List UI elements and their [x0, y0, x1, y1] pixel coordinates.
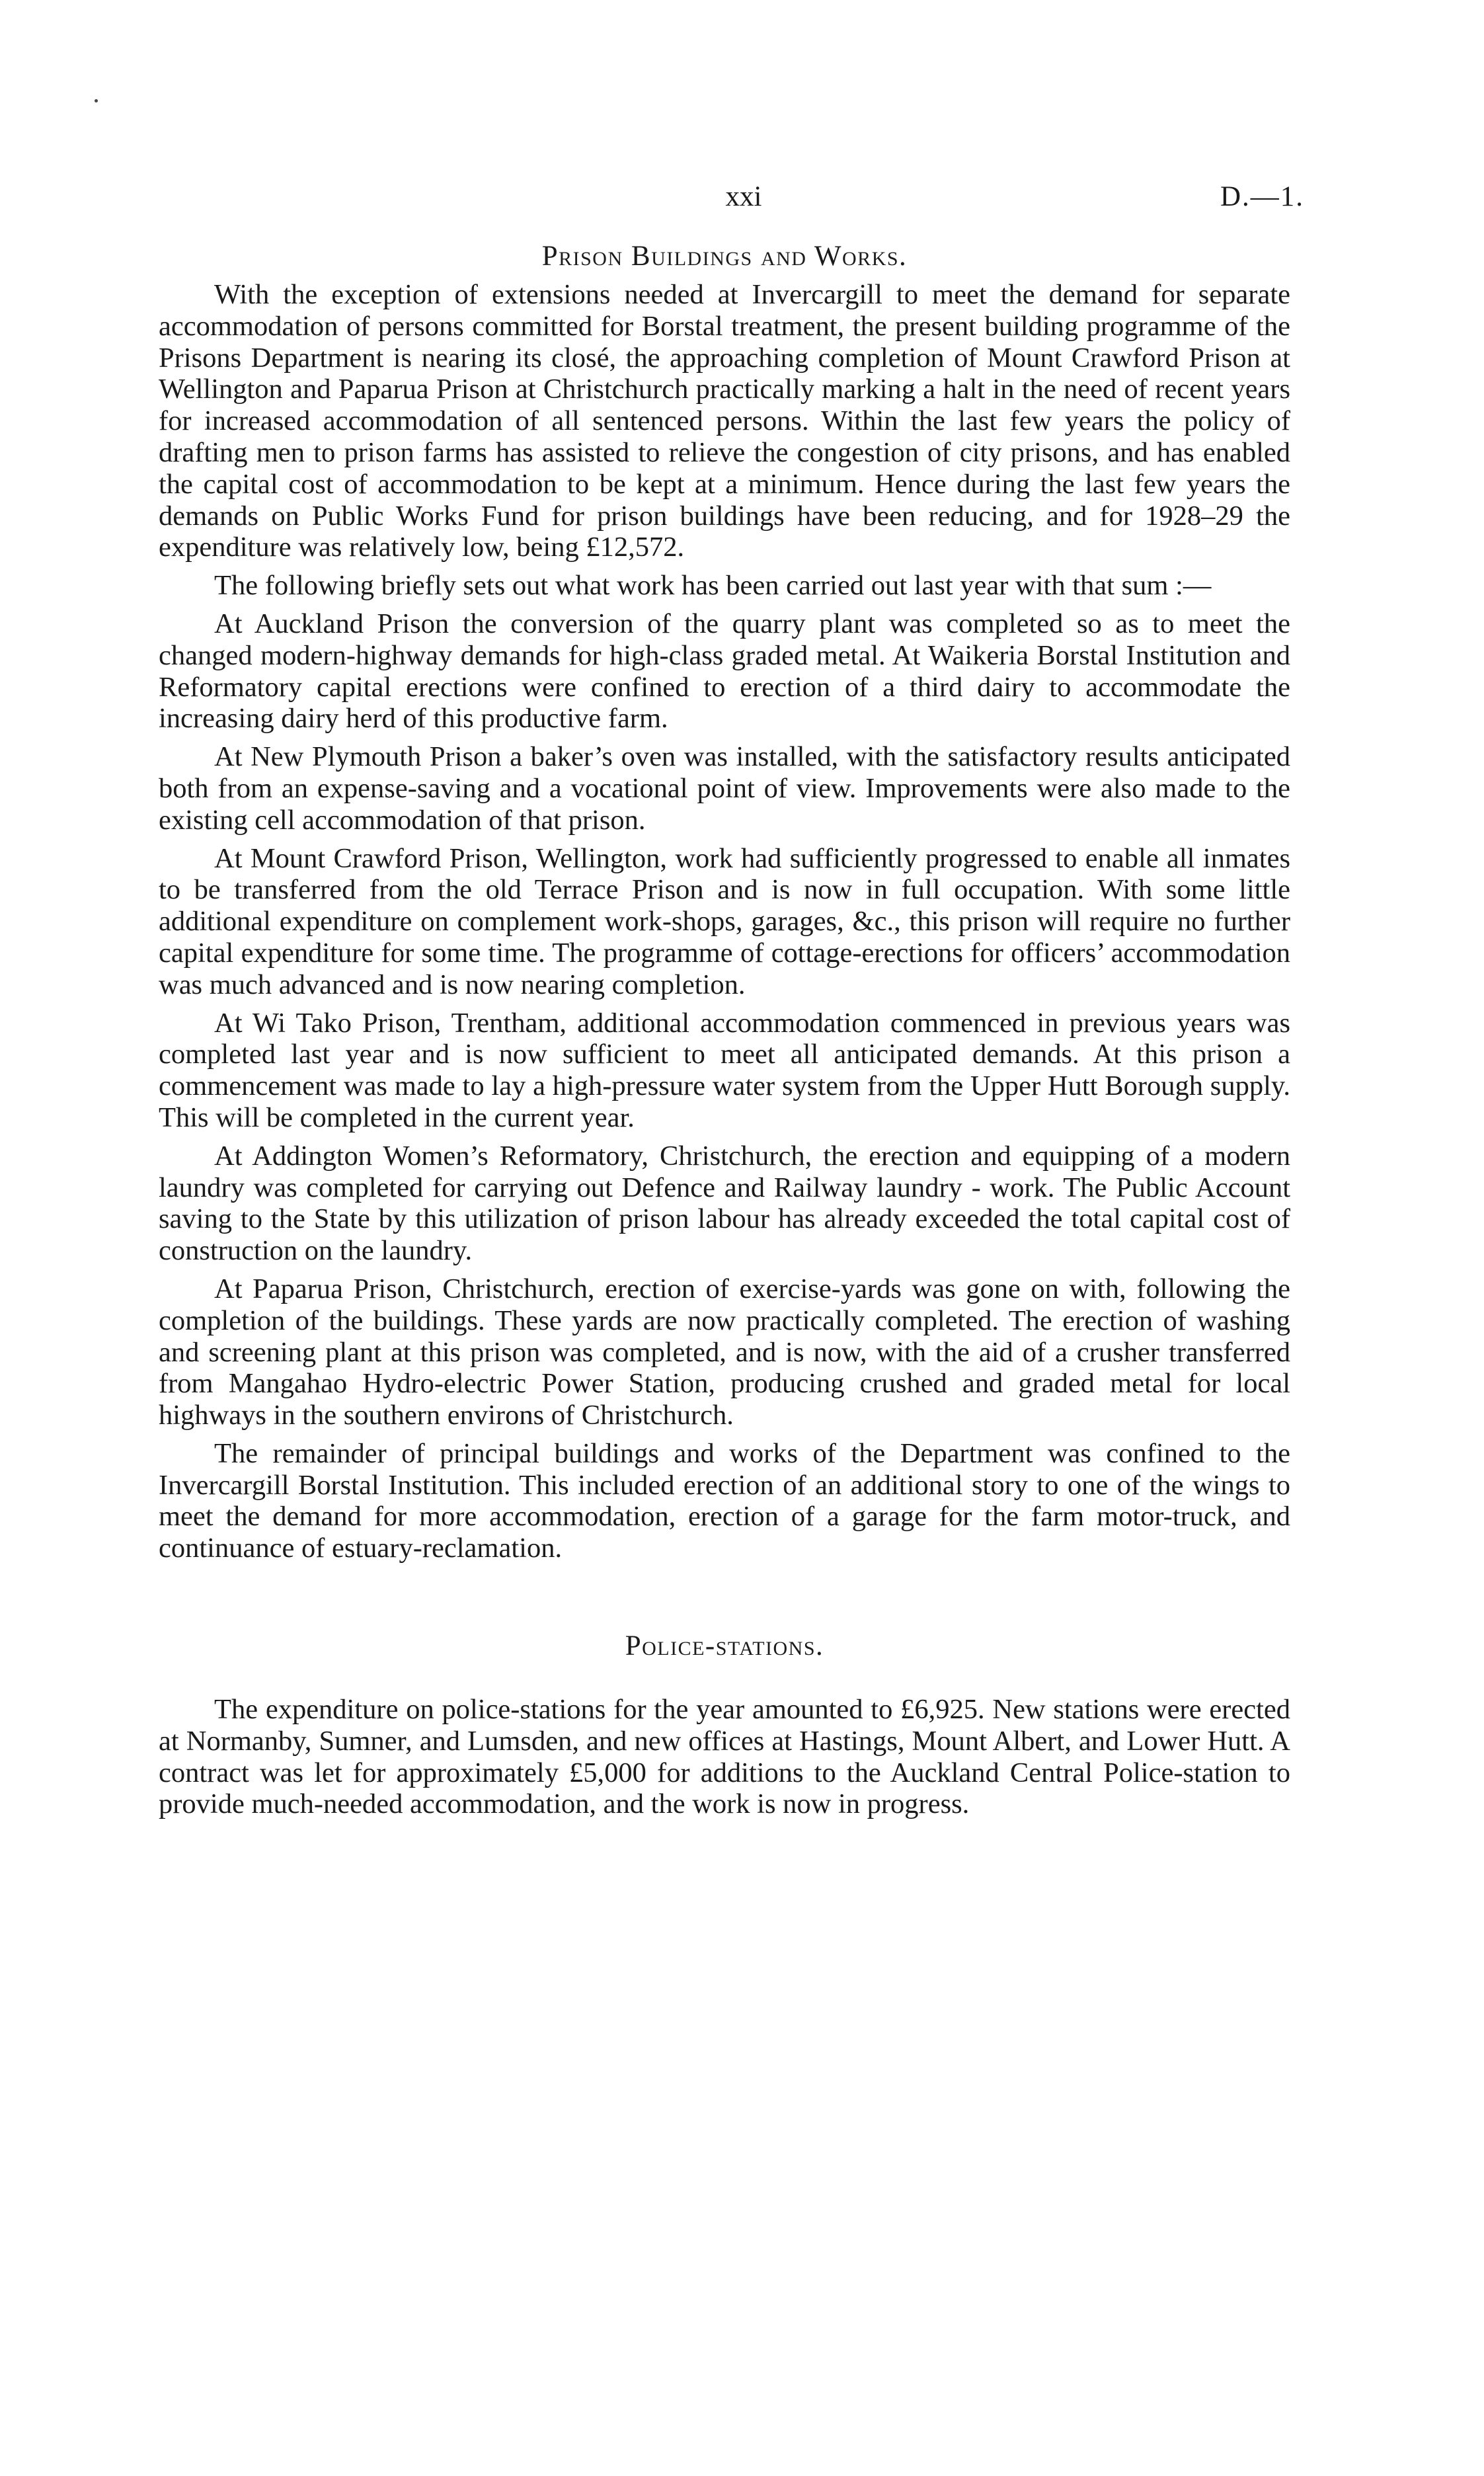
- paragraph-addington-reformatory: At Addington Women’s Reformatory, Christchurch, the erection and equipping of a modern laundry was completed for carrying out Defence and Railway laundry - work. The Public Account saving to the State by this utilization of prison labour has already exceeded the total capital cost of construction on the laundry.: [159, 1140, 1290, 1267]
- page-number: xxi: [725, 181, 762, 212]
- paragraph-work-intro: The following briefly sets out what work has been carried out last year with that sum :—: [214, 570, 1212, 602]
- section-heading-prison-buildings: Prison Buildings and Works.: [541, 241, 908, 272]
- paragraph-invercargill-borstal: The remainder of principal buildings and works of the Department was confined to the Invercargill Borstal Institution. This included erection of an additional story to one of the wings to meet the demand for more accommodation, erection of a garage for the farm motor-truck, and continuance of estuary-reclamation.: [159, 1437, 1290, 1564]
- paragraph-paparua-prison: At Paparua Prison, Christchurch, erection of exercise-yards was gone on with, following the completion of the buildings. These yards are now practically completed. The erection of washing and screening plant at this prison was completed, and is now, with the aid of a crusher transferred from Mangahao Hydro-electric Power Station, producing crushed and graded metal for local highways in the southern environs of Christchurch.: [159, 1273, 1290, 1431]
- scan-speck: [95, 99, 98, 102]
- paragraph-prisons-overview: With the exception of extensions needed at Invercargill to meet the demand for separate accommodation of persons committed for Borstal treatment, the present building programme of the Prisons Department is nearing its closé, the approaching completion of Mount Crawford Prison at Wellington and Paparua Prison at Christchurch practically marking a halt in the need of recent years for increased accommodation of all sentenced persons. Within the last few years the policy of drafting men to prison farms has assisted to relieve the congestion of city prisons, and has enabled the capital cost of accommodation to be kept at a minimum. Hence during the last few years the demands on Public Works Fund for prison buildings have been reducing, and for 1928–29 the expenditure was relatively low, being £12,572.: [159, 279, 1290, 563]
- paragraph-wi-tako-prison: At Wi Tako Prison, Trentham, additional accommodation commenced in previous years was completed last year and is now sufficient to meet all anticipated demands. At this prison a commencement was made to lay a high-pressure water system from the Upper Hutt Borough supply. This will be completed in the current year.: [159, 1007, 1290, 1133]
- paragraph-new-plymouth-prison: At New Plymouth Prison a baker’s oven was installed, with the satisfactory results anticipated both from an expense-saving and a vocational point of view. Improvements were also made to the existing cell accommodation of that prison.: [159, 741, 1290, 836]
- section-heading-police-stations: Police-stations.: [625, 1630, 824, 1662]
- paragraph-mount-crawford-prison: At Mount Crawford Prison, Wellington, work had sufficiently progressed to enable all inmates to be transferred from the old Terrace Prison and is now in full occupation. With some little additional expenditure on complement work-shops, garages, &c., this prison will require no further capital expenditure for some time. The programme of cottage-erections for officers’ accommodation was much advanced and is now nearing completion.: [159, 842, 1290, 1000]
- paragraph-police-stations: The expenditure on police-stations for the year amounted to £6,925. New stations were erected at Normanby, Sumner, and Lumsden, and new offices at Hastings, Mount Albert, and Lower Hutt. A contract was let for approximately £5,000 for additions to the Auckland Central Police-station to provide much-needed accommodation, and the work is now in progress.: [159, 1694, 1290, 1820]
- paragraph-auckland-prison: At Auckland Prison the conversion of the quarry plant was completed so as to meet the changed modern-highway demands for high-class graded metal. At Waikeria Borstal Institution and Reformatory capital erections were confined to erection of a third dairy to accommodate the increasing dairy herd of this productive farm.: [159, 608, 1290, 735]
- page-header: [0, 177, 1484, 217]
- document-code: D.—1.: [1220, 181, 1304, 212]
- text-column: [159, 237, 1290, 1827]
